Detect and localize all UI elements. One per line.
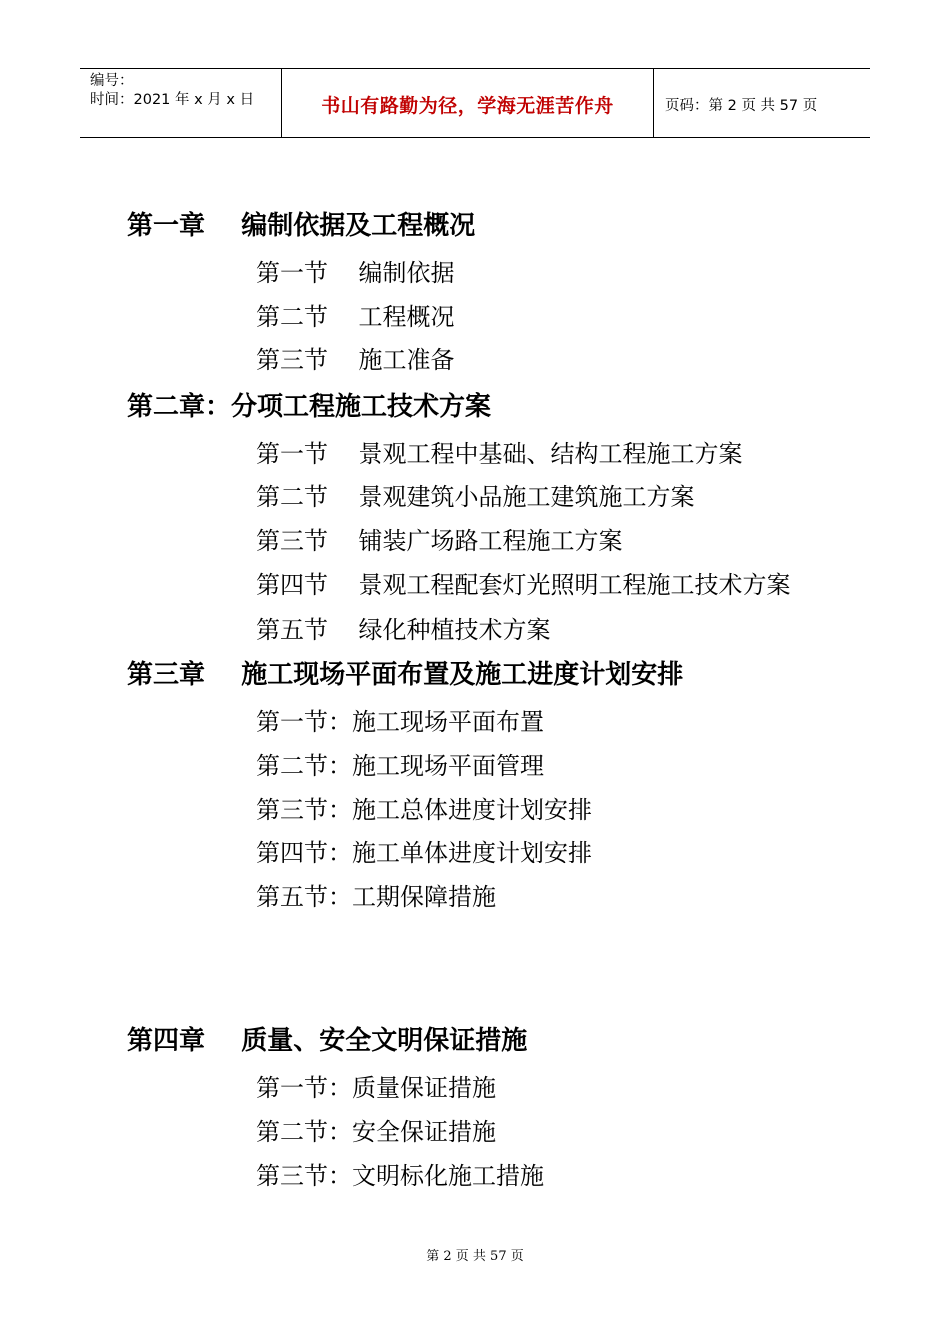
chapter-4-section-1: 第一节：质量保证措施 [256, 1074, 496, 1102]
chapter-4-section-3: 第三节：文明标化施工措施 [256, 1162, 544, 1190]
chapter-2-section-5: 第五节 绿化种植技术方案 [256, 616, 551, 644]
chapter-1-section-1: 第一节 编制依据 [256, 259, 455, 287]
chapter-2-section-1: 第一节 景观工程中基础、结构工程施工方案 [256, 440, 743, 468]
page-footer: 第 2 页 共 57 页 [426, 1249, 524, 1264]
chapter-2-title: 第二章：分项工程施工技术方案 [127, 392, 492, 422]
document-number-label: 编号： [90, 73, 134, 89]
chapter-3-section-4: 第四节：施工单体进度计划安排 [256, 839, 592, 867]
chapter-3-section-5: 第五节：工期保障措施 [256, 883, 496, 911]
chapter-1-section-3: 第三节 施工准备 [256, 346, 455, 374]
chapter-3-title: 第三章 施工现场平面布置及施工进度计划安排 [127, 660, 684, 690]
header-motto-cell [282, 69, 654, 137]
chapter-3-section-3: 第三节：施工总体进度计划安排 [256, 796, 592, 824]
header-motto: 书山有路勤为径，学海无涯苦作舟 [321, 94, 614, 117]
chapter-4-title: 第四章 质量、安全文明保证措施 [127, 1026, 528, 1056]
chapter-1-section-2: 第二节 工程概况 [256, 303, 455, 331]
header-page-info: 页码：第 2 页 共 57 页 [665, 97, 818, 114]
chapter-2-section-3: 第三节 铺装广场路工程施工方案 [256, 527, 623, 555]
header-info-cell [80, 69, 282, 137]
chapter-2-section-4: 第四节 景观工程配套灯光照明工程施工技术方案 [256, 571, 791, 599]
chapter-3-section-1: 第一节：施工现场平面布置 [256, 708, 544, 736]
header-page-cell [654, 69, 870, 137]
page-header [80, 68, 870, 138]
chapter-2-section-2: 第二节 景观建筑小品施工建筑施工方案 [256, 483, 695, 511]
chapter-3-section-2: 第二节：施工现场平面管理 [256, 752, 544, 780]
chapter-4-section-2: 第二节：安全保证措施 [256, 1118, 496, 1146]
document-date: 时间：2021 年 x 月 x 日 [90, 92, 255, 108]
chapter-1-title: 第一章 编制依据及工程概况 [127, 211, 476, 241]
